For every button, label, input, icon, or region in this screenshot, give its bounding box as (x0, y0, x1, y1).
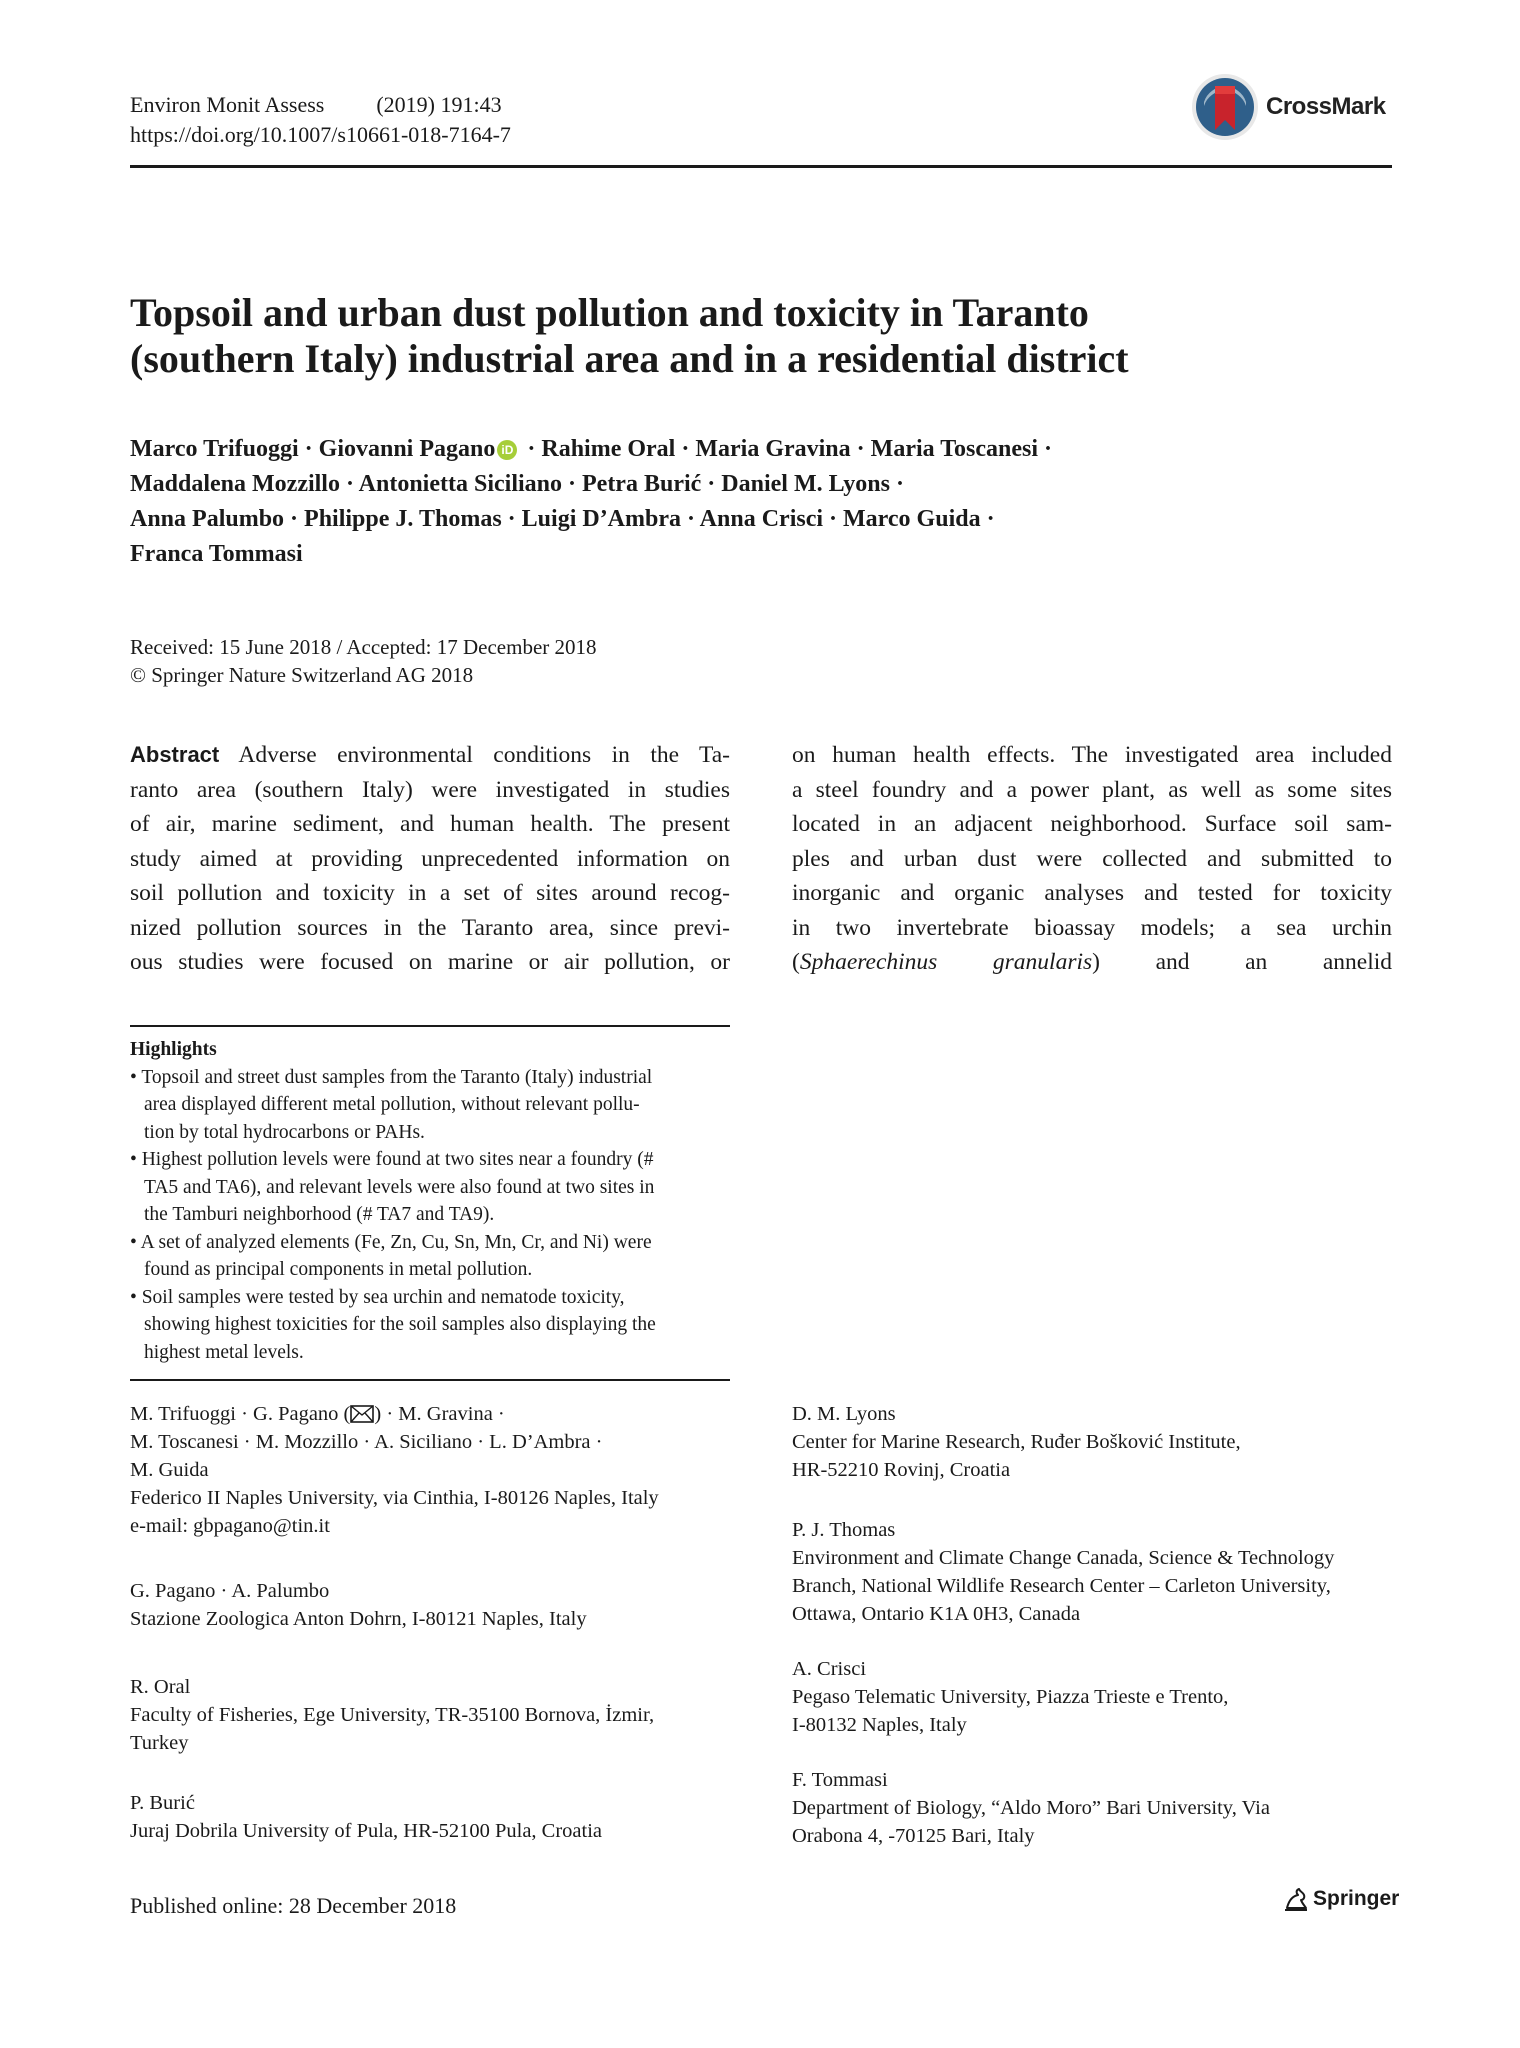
abstract-line: inorganic and organic analyses and tested for toxicity (792, 880, 1392, 906)
species-name: Sphaerechinus granularis (799, 949, 1093, 975)
abstract-line: (Sphaerechinus granularis) and an annelid (792, 949, 1393, 975)
email-link[interactable]: e-mail: gbpagano@tin.it (130, 1515, 330, 1537)
highlight-line: found as principal components in metal pollution. (144, 1259, 533, 1280)
affiliation-line: F. Tommasi (792, 1769, 888, 1791)
affiliation-line: D. M. Lyons (792, 1403, 896, 1425)
abstract-label: Abstract (130, 742, 220, 767)
title-line: (southern Italy) industrial area and in a residential district (130, 336, 1129, 381)
orcid-icon[interactable]: iD (497, 440, 517, 460)
affiliation-line: HR-52210 Rovinj, Croatia (792, 1459, 1011, 1481)
journal-name: Environ Monit Assess (130, 92, 325, 117)
received-dates: Received: 15 June 2018 / Accepted: 17 December 2018 (130, 635, 597, 659)
journal-year-volume: (2019) 191:43 (376, 92, 502, 117)
author-line: Anna Palumbo · Philippe J. Thomas · Luigi D’Ambra · Anna Crisci · Marco Guida · (130, 506, 995, 532)
affiliation-line: P. Burić (130, 1792, 195, 1814)
affiliation-line: M. Guida (130, 1459, 209, 1481)
affiliation-block (130, 1789, 602, 1845)
abstract-line: on human health effects. The investigated area included (792, 742, 1392, 768)
highlight-line: area displayed different metal pollution, without relevant pollu- (144, 1094, 640, 1115)
abstract-line: nized pollution sources in the Taranto area, since previ- (130, 914, 730, 941)
abstract-line: soil pollution and toxicity in a set of sites around recog- (130, 880, 730, 906)
author-list (130, 432, 1380, 572)
affiliation-line: Center for Marine Research, Ruđer Bošković Institute, (792, 1431, 1241, 1453)
affiliation-line (130, 1400, 659, 1428)
author-names: · Rahime Oral · Maria Gravina · Maria Toscanesi · (521, 436, 1053, 462)
affiliation-line: Branch, National Wildlife Research Center – Carleton University, (792, 1575, 1331, 1597)
affiliation-block (792, 1400, 1241, 1484)
abstract-line (130, 738, 730, 773)
affiliation-block (130, 1577, 587, 1633)
highlight-line: TA5 and TA6), and relevant levels were also found at two sites in (144, 1176, 655, 1198)
highlight-line: tion by total hydrocarbons or PAHs. (144, 1121, 425, 1143)
crossmark-icon (1190, 72, 1260, 142)
affiliation-block (792, 1655, 1228, 1739)
author-names: Marco Trifuoggi · Giovanni Pagano (130, 436, 496, 462)
abstract-text: Adverse environmental conditions in the Ta- (219, 742, 730, 768)
highlights-bottom-divider (130, 1379, 730, 1381)
affiliation-line: Environment and Climate Change Canada, Science & Technology (792, 1547, 1335, 1569)
affiliation-line: Faculty of Fisheries, Ege University, TR-35100 Bornova, İzmir, (130, 1704, 655, 1726)
abstract-line: located in an adjacent neighborhood. Surface soil sam- (792, 811, 1392, 837)
highlight-line: • Topsoil and street dust samples from the Taranto (Italy) industrial (130, 1066, 653, 1088)
affiliation-line: M. Toscanesi · M. Mozzillo · A. Siciliano · L. D’Ambra · (130, 1431, 603, 1453)
article-title (130, 290, 1380, 382)
crossmark-badge[interactable] (1190, 72, 1400, 142)
abstract-line: study aimed at providing unprecedented information on (130, 845, 730, 872)
highlights-title: Highlights (130, 1039, 217, 1060)
affiliation-block (130, 1673, 654, 1757)
author-line: Maddalena Mozzillo · Antonietta Siciliano · Petra Burić · Daniel M. Lyons · (130, 471, 904, 497)
affiliation-names: M. Trifuoggi · G. Pagano ( (130, 1403, 351, 1425)
affiliation-line: Department of Biology, “Aldo Moro” Bari University, Via (792, 1797, 1270, 1819)
author-line (130, 432, 1380, 467)
affiliation-line: Orabona 4, -70125 Bari, Italy (792, 1825, 1035, 1847)
abstract-left-column (130, 738, 730, 980)
abstract-line: ous studies were focused on marine or air pollution, or (130, 949, 730, 975)
affiliation-line: G. Pagano · A. Palumbo (130, 1580, 330, 1602)
affiliation-line: Ottawa, Ontario K1A 0H3, Canada (792, 1603, 1081, 1625)
publisher-name: Springer (1313, 1887, 1400, 1910)
affiliation-names: ) · M. Gravina · (374, 1403, 505, 1425)
affiliation-line: Pegaso Telematic University, Piazza Trieste e Trento, (792, 1686, 1229, 1708)
affiliation-block (792, 1766, 1270, 1850)
abstract-line: of air, marine sediment, and human health. The present (130, 811, 730, 837)
affiliation-line: R. Oral (130, 1676, 191, 1698)
highlight-line: • Highest pollution levels were found at two sites near a foundry (# (130, 1149, 654, 1170)
envelope-icon[interactable] (350, 1405, 374, 1423)
copyright-notice: © Springer Nature Switzerland AG 2018 (130, 663, 474, 687)
crossmark-label: CrossMark (1266, 93, 1386, 120)
abstract-line: in two invertebrate bioassay models; a sea urchin (792, 914, 1392, 941)
highlights-box (130, 1036, 730, 1366)
highlight-line: • Soil samples were tested by sea urchin and nematode toxicity, (130, 1286, 625, 1308)
affiliation-line: I-80132 Naples, Italy (792, 1714, 967, 1736)
abstract-line: ples and urban dust were collected and submitted to (792, 845, 1392, 872)
abstract-right-column (792, 738, 1392, 980)
highlight-line: showing highest toxicities for the soil samples also displaying the (144, 1314, 656, 1335)
title-line: Topsoil and urban dust pollution and toxicity in Taranto (130, 290, 1089, 335)
affiliation-line: A. Crisci (792, 1658, 867, 1680)
header-divider (130, 165, 1392, 168)
highlight-line: the Tamburi neighborhood (# TA7 and TA9). (144, 1204, 495, 1225)
highlight-line: highest metal levels. (144, 1341, 304, 1363)
springer-horse-icon (1283, 1886, 1309, 1912)
affiliation-line: Stazione Zoologica Anton Dohrn, I-80121 Naples, Italy (130, 1608, 587, 1630)
highlights-top-divider (130, 1025, 730, 1027)
article-history (130, 633, 597, 689)
abstract-line: ranto area (southern Italy) were investigated in studies (130, 776, 730, 803)
highlight-line: • A set of analyzed elements (Fe, Zn, Cu, Sn, Mn, Cr, and Ni) were (130, 1231, 652, 1253)
affiliation-line: P. J. Thomas (792, 1519, 896, 1541)
doi-link[interactable]: https://doi.org/10.1007/s10661-018-7164-7 (130, 122, 511, 147)
affiliation-block (792, 1516, 1334, 1628)
affiliation-block (130, 1400, 659, 1540)
abstract-line: a steel foundry and a power plant, as well as some sites (792, 776, 1392, 803)
author-line: Franca Tommasi (130, 541, 303, 567)
affiliation-line: Federico II Naples University, via Cinthia, I-80126 Naples, Italy (130, 1487, 659, 1509)
affiliation-line: Juraj Dobrila University of Pula, HR-52100 Pula, Croatia (130, 1820, 603, 1842)
affiliation-line: Turkey (130, 1732, 189, 1754)
springer-logo (1283, 1886, 1399, 1912)
journal-citation (130, 90, 502, 120)
published-online-date: Published online: 28 December 2018 (130, 1893, 457, 1918)
